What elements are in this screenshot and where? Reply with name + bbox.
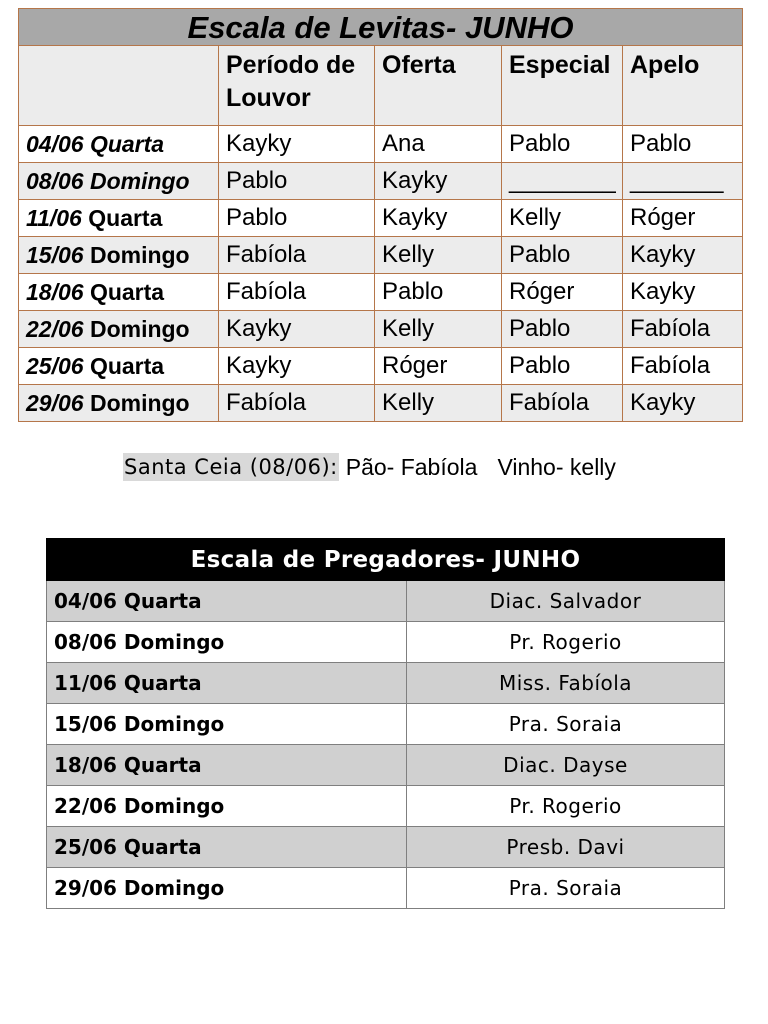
pregadores-table (46, 538, 725, 909)
pregadores-date-cell: 11/06 Quarta (47, 663, 407, 704)
pregadores-row (47, 868, 725, 909)
levitas-oferta-cell: Kelly (375, 311, 502, 348)
levitas-row (19, 385, 743, 422)
levitas-date: 08/06 (26, 167, 84, 194)
levitas-date-cell (19, 237, 219, 274)
levitas-louvor-cell: Kayky (219, 311, 375, 348)
pregadores-name-cell: Miss. Fabíola (407, 663, 725, 704)
pregadores-date-cell: 25/06 Quarta (47, 827, 407, 868)
levitas-row (19, 348, 743, 385)
levitas-title: Escala de Levitas- JUNHO (19, 9, 743, 46)
pregadores-date-cell: 22/06 Domingo (47, 786, 407, 827)
pregadores-name-cell: Pra. Soraia (407, 868, 725, 909)
pregadores-date-cell: 08/06 Domingo (47, 622, 407, 663)
santa-ceia-vinho: Vinho- kelly (497, 453, 616, 480)
levitas-date-cell (19, 385, 219, 422)
levitas-louvor-cell: Kayky (219, 126, 375, 163)
levitas-row (19, 311, 743, 348)
levitas-row (19, 200, 743, 237)
levitas-date-cell (19, 126, 219, 163)
pregadores-row (47, 704, 725, 745)
levitas-header-louvor: Período de Louvor (219, 46, 375, 126)
levitas-weekday: Quarta (89, 130, 165, 157)
pregadores-date-cell: 29/06 Domingo (47, 868, 407, 909)
levitas-row (19, 126, 743, 163)
levitas-apelo-cell: Fabíola (623, 311, 743, 348)
levitas-apelo-cell: Kayky (623, 274, 743, 311)
levitas-especial-cell: Róger (502, 274, 623, 311)
levitas-header-apelo: Apelo (623, 46, 743, 126)
levitas-date: 18/06 (26, 278, 84, 305)
levitas-oferta-cell: Kelly (375, 385, 502, 422)
levitas-oferta-cell: Pablo (375, 274, 502, 311)
levitas-louvor-cell: Pablo (219, 163, 375, 200)
levitas-especial-cell: Pablo (502, 237, 623, 274)
levitas-louvor-cell: Pablo (219, 200, 375, 237)
levitas-apelo-cell: Kayky (623, 237, 743, 274)
pregadores-row (47, 745, 725, 786)
pregadores-name-cell: Pr. Rogerio (407, 786, 725, 827)
levitas-louvor-cell: Fabíola (219, 237, 375, 274)
levitas-header-especial: Especial (502, 46, 623, 126)
pregadores-date-cell: 18/06 Quarta (47, 745, 407, 786)
santa-ceia-line (123, 451, 616, 483)
levitas-header-oferta: Oferta (375, 46, 502, 126)
levitas-oferta-cell: Kelly (375, 237, 502, 274)
levitas-table (18, 8, 743, 422)
pregadores-name-cell: Diac. Salvador (407, 581, 725, 622)
pregadores-row (47, 581, 725, 622)
levitas-oferta-cell: Róger (375, 348, 502, 385)
levitas-weekday: Domingo (89, 315, 190, 342)
levitas-oferta-cell: Kayky (375, 163, 502, 200)
pregadores-row (47, 622, 725, 663)
levitas-date-cell (19, 200, 219, 237)
levitas-row (19, 237, 743, 274)
levitas-row (19, 274, 743, 311)
santa-ceia-label: Santa Ceia (08/06): (124, 455, 338, 479)
pregadores-name-cell: Pr. Rogerio (407, 622, 725, 663)
levitas-date-cell (19, 274, 219, 311)
levitas-oferta-cell: Ana (375, 126, 502, 163)
pregadores-name-cell: Presb. Davi (407, 827, 725, 868)
levitas-date-cell (19, 348, 219, 385)
levitas-weekday: Quarta (89, 352, 165, 379)
pregadores-row (47, 786, 725, 827)
pregadores-date-cell: 04/06 Quarta (47, 581, 407, 622)
levitas-date-cell (19, 311, 219, 348)
levitas-oferta-cell: Kayky (375, 200, 502, 237)
levitas-weekday: Domingo (89, 389, 190, 416)
levitas-apelo-cell: Kayky (623, 385, 743, 422)
pregadores-name-cell: Diac. Dayse (407, 745, 725, 786)
levitas-especial-cell: Pablo (502, 348, 623, 385)
pregadores-name-cell: Pra. Soraia (407, 704, 725, 745)
pregadores-date-cell: 15/06 Domingo (47, 704, 407, 745)
levitas-date: 11/06 (26, 204, 82, 231)
levitas-apelo-cell: Róger (623, 200, 743, 237)
levitas-date: 22/06 (26, 315, 84, 342)
levitas-header-date (19, 46, 219, 126)
pregadores-row (47, 663, 725, 704)
levitas-especial-cell: ________ (502, 163, 623, 200)
levitas-weekday: Quarta (89, 278, 165, 305)
pregadores-title: Escala de Pregadores- JUNHO (47, 539, 725, 581)
levitas-especial-cell: Kelly (502, 200, 623, 237)
levitas-weekday: Domingo (89, 241, 190, 268)
levitas-apelo-cell: Pablo (623, 126, 743, 163)
levitas-louvor-cell: Kayky (219, 348, 375, 385)
pregadores-row (47, 827, 725, 868)
levitas-date: 25/06 (26, 352, 84, 379)
levitas-especial-cell: Pablo (502, 126, 623, 163)
levitas-louvor-cell: Fabíola (219, 274, 375, 311)
levitas-apelo-cell: _______ (623, 163, 743, 200)
levitas-especial-cell: Fabíola (502, 385, 623, 422)
levitas-row (19, 163, 743, 200)
levitas-apelo-cell: Fabíola (623, 348, 743, 385)
levitas-especial-cell: Pablo (502, 311, 623, 348)
levitas-date-cell (19, 163, 219, 200)
levitas-header-row (19, 46, 743, 126)
levitas-date: 04/06 (26, 130, 84, 157)
levitas-weekday: Domingo (89, 167, 190, 194)
santa-ceia-pao: Pão- Fabíola (345, 453, 478, 480)
levitas-louvor-cell: Fabíola (219, 385, 375, 422)
levitas-weekday: Quarta (88, 204, 163, 231)
levitas-date: 29/06 (26, 389, 84, 416)
levitas-date: 15/06 (26, 241, 84, 268)
